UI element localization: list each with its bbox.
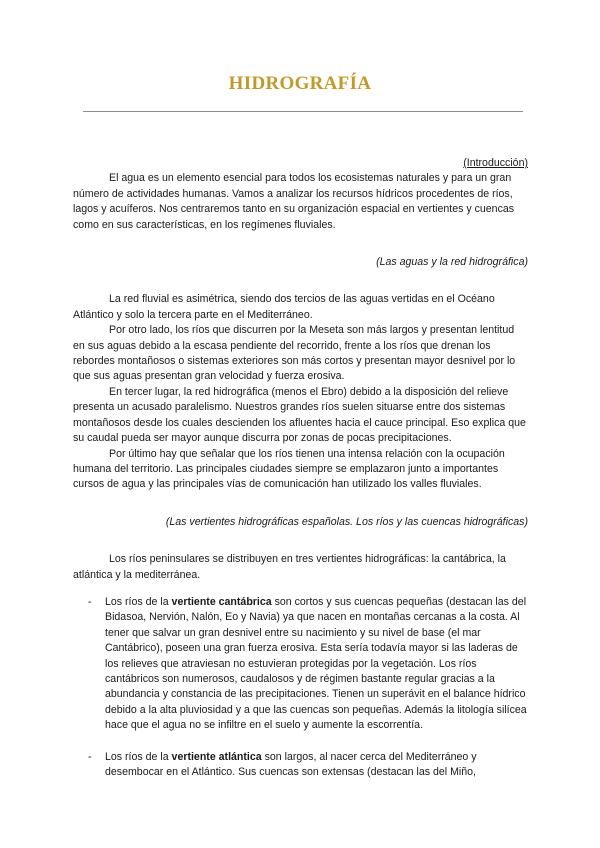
- list-item-cantabrica: [73, 595, 528, 734]
- page-title: HIDROGRAFÍA: [228, 73, 372, 94]
- section-heading-intro: [73, 156, 528, 171]
- red-paragraph-1: La red fluvial es asimétrica, siendo dos tercios de las aguas vertidas en el Océano Atlántico y solo la tercera parte en el Mediterráneo.: [73, 293, 495, 321]
- list-item-bold-term: vertiente cantábrica: [171, 595, 272, 608]
- intro-paragraph: El agua es un elemento esencial para todos los ecosistemas naturales y para un gran número de actividades humanas. Vamos a analizar los recursos hídricos procedentes de ríos, lagos y acuíferos. Nos centraremos tanto en su organización espacial en vertientes y cuencas como en sus características, en los regímenes fluviales.: [73, 172, 515, 231]
- red-paragraph-4: Por último hay que señalar que los ríos tienen una intensa relación con la ocupación humana del territorio. Las principales ciudades siempre se emplazaron junto a importantes cursos de agua y las principales vías de comunicación han utilizado los valles fluviales.: [73, 447, 505, 491]
- list-item-text-post: son cortos y sus cuencas pequeñas (destacan las del Bidasoa, Nervión, Nalón, Eo y Navia) ya que nacen en montañas cercanas a la costa. Al tener que salvar un gran desnivel entre su nacimiento y su nivel de base (el mar Cantábrico), poseen una gran fuerza erosiva. Esta sería todavía mayor si las laderas de los relieves que atraviesan no estuvieran protegidas por la vegetación. Los ríos cantábricos son numerosos, caudalosos y de régimen bastante regular gracias a la abundancia y constancia de las precipitaciones. Tienen un superávit en el balance hídrico debido a la alta pluviosidad y a que las cuencas son pequeñas. Además la litología silícea hace que el agua no se infiltre en el suelo y aumente la escorrentía.: [105, 595, 527, 732]
- red-paragraph-3: En tercer lugar, la red hidrográfica (menos el Ebro) debido a la disposición del relieve presenta un acusado paralelismo. Nuestros grandes ríos suelen situarse entre dos sistemas montañosos desde los cuales descienden los afluentes hacia el cauce principal. Eso explica que su caudal pueda ser mayor aunque discurra por zonas de pocas precipitaciones.: [73, 385, 526, 445]
- red-paragraph-2: Por otro lado, los ríos que discurren por la Meseta son más largos y presentan lentitud en sus aguas debido a la escasa pendiente del recorrido, frente a los ríos que drenan los rebordes montañosos o sistemas exteriores son más cortos y presentan mayor desnivel por lo que sus aguas presentan gran velocidad y fuerza erosiva.: [73, 324, 516, 383]
- section-heading-red: (Las aguas y la red hidrográfica): [376, 256, 528, 269]
- list-dash: -: [88, 595, 92, 608]
- list-item-bold-term: vertiente atlántica: [171, 750, 262, 763]
- list-item-text-pre: Los ríos de la: [105, 750, 172, 763]
- list-item-atlantica: [73, 750, 528, 781]
- intro-heading-text: (Introducción): [463, 157, 528, 169]
- document-body: [73, 156, 528, 796]
- vertientes-list: [73, 595, 528, 780]
- vertientes-paragraph-1: Los ríos peninsulares se distribuyen en tres vertientes hidrográficas: la cantábrica, la atlántica y la mediterránea.: [73, 553, 506, 581]
- list-item-text-post: son largos, al nacer cerca del Mediterráneo y desembocar en el Atlántico. Sus cuencas son extensas (destacan las del Miño,: [105, 750, 477, 778]
- title-divider: [83, 111, 523, 112]
- list-dash: -: [88, 750, 92, 763]
- section-heading-vertientes: (Las vertientes hidrográficas españolas. Los ríos y las cuencas hidrográficas): [165, 515, 528, 528]
- list-item-text-pre: Los ríos de la: [105, 595, 172, 608]
